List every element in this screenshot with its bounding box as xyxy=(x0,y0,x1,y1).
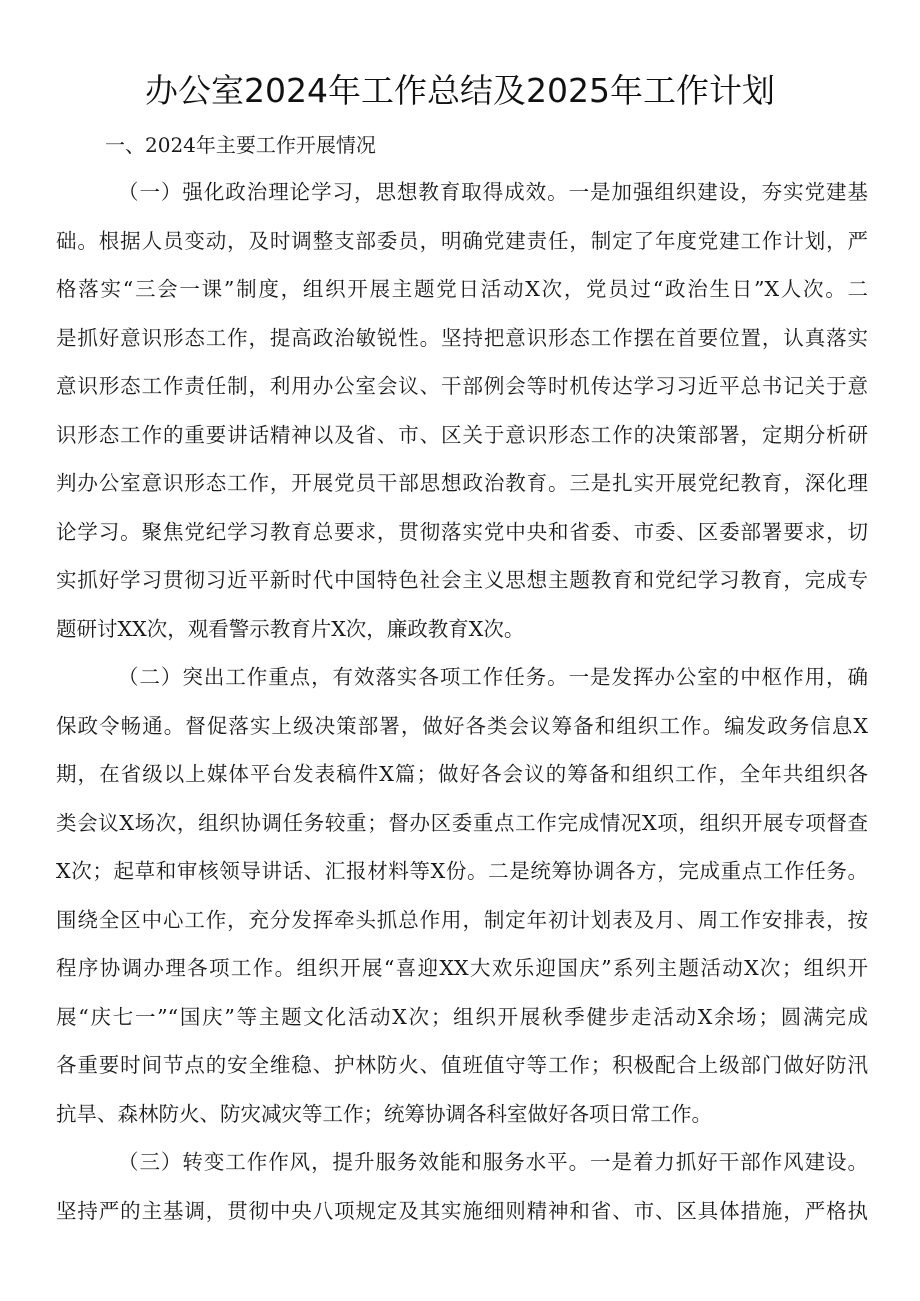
section-heading: 一、2024年主要工作开展情况 xyxy=(105,133,376,157)
paragraph-line: 保政令畅通。督促落实上级决策部署，做好各类会议筹备和组织工作。编发政务信息X xyxy=(56,713,868,738)
paragraph-line: （二）突出工作重点，有效落实各项工作任务。一是发挥办公室的中枢作用，确 xyxy=(118,665,868,689)
paragraph-1 xyxy=(56,168,868,653)
paragraph-line: 坚持严的主基调，贯彻中央八项规定及其实施细则精神和省、市、区具体措施，严格执 xyxy=(56,1198,868,1223)
paragraph-line: 础。根据人员变动，及时调整支部委员，明确党建责任，制定了年度党建工作计划，严 xyxy=(56,228,868,253)
paragraph-line: 类会议X场次，组织协调任务较重；督办区委重点工作完成情况X项，组织开展专项督查 xyxy=(56,810,868,835)
paragraph-line: 是抓好意识形态工作，提高政治敏锐性。坚持把意识形态工作摆在首要位置，认真落实 xyxy=(56,325,868,350)
paragraph-line: 论学习。聚焦党纪学习教育总要求，贯彻落实党中央和省委、市委、区委部署要求，切 xyxy=(56,519,868,544)
paragraph-line: 判办公室意识形态工作，开展党员干部思想政治教育。三是扎实开展党纪教育，深化理 xyxy=(56,471,868,495)
paragraph-line: X次；起草和审核领导讲话、汇报材料等X份。二是统筹协调各方，完成重点工作任务。 xyxy=(56,859,868,883)
document-title: 办公室2024年工作总结及2025年工作计划 xyxy=(145,71,775,110)
paragraph-line: 抗旱、森林防火、防灾减灾等工作；统筹协调各科室做好各项日常工作。 xyxy=(56,1101,712,1126)
paragraph-line: 题研讨XX次，观看警示教育片X次，廉政教育X次。 xyxy=(56,616,525,641)
paragraph-line: 意识形态工作责任制，利用办公室会议、干部例会等时机传达学习习近平总书记关于意 xyxy=(56,374,868,398)
paragraph-line: 格落实“三会一课”制度，组织开展主题党日活动X次，党员过“政治生日”X人次。二 xyxy=(56,277,868,301)
paragraph-line: 程序协调办理各项工作。组织开展“喜迎XX大欢乐迎国庆”系列主题活动X次；组织开 xyxy=(56,956,868,980)
paragraph-line: 围绕全区中心工作，充分发挥牵头抓总作用，制定年初计划表及月、周工作安排表，按 xyxy=(56,907,868,932)
paragraph-line: 展“庆七一”“国庆”等主题文化活动X次；组织开展秋季健步走活动X余场；圆满完成 xyxy=(56,1004,868,1029)
paragraph-line: （一）强化政治理论学习，思想教育取得成效。一是加强组织建设，夯实党建基 xyxy=(118,180,868,204)
paragraph-line: 各重要时间节点的安全维稳、护林防火、值班值守等工作；积极配合上级部门做好防汛 xyxy=(56,1053,868,1077)
paragraph-3 xyxy=(56,1138,868,1235)
paragraph-line: 期，在省级以上媒体平台发表稿件X篇；做好各会议的筹备和组织工作，全年共组织各 xyxy=(56,762,868,786)
paragraph-line: （三）转变工作作风，提升服务效能和服务水平。一是着力抓好干部作风建设。 xyxy=(118,1150,868,1174)
paragraph-2 xyxy=(56,653,868,1138)
paragraph-line: 实抓好学习贯彻习近平新时代中国特色社会主义思想主题教育和党纪学习教育，完成专 xyxy=(56,568,868,592)
paragraph-line: 识形态工作的重要讲话精神以及省、市、区关于意识形态工作的决策部署，定期分析研 xyxy=(56,422,868,447)
